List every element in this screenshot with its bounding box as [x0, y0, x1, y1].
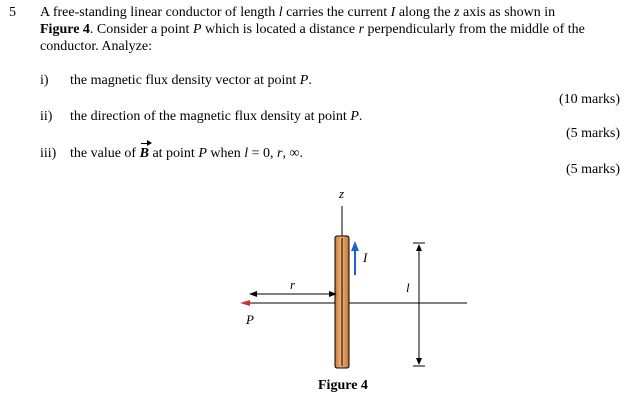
var-r: r: [358, 22, 365, 37]
intro-text: . Consider a point: [89, 22, 193, 37]
label-l: l: [406, 280, 410, 295]
intro-text: along the: [395, 5, 455, 20]
var-r: r: [277, 146, 283, 161]
var-P: P: [299, 73, 309, 88]
part-text: .: [358, 109, 363, 124]
part-label-ii: ii): [40, 109, 53, 124]
intro-text: carries the current: [282, 5, 391, 20]
var-I: I: [390, 5, 396, 20]
var-P: P: [198, 146, 207, 161]
intro-text: axis as shown in: [459, 5, 556, 20]
marks-ii: (5 marks): [565, 126, 620, 141]
label-z: z: [339, 186, 345, 201]
l-arrow-top: [416, 244, 422, 251]
part-text: when: [206, 146, 245, 161]
r-arrow-left: [249, 291, 257, 297]
part-text: , ∞.: [282, 146, 303, 161]
part-label-iii: iii): [40, 146, 57, 161]
part-text: the direction of the magnetic flux density at point: [70, 109, 351, 124]
part-text: the value of: [70, 146, 140, 161]
part-text: = 0,: [248, 146, 278, 161]
intro-line-3: conductor. Analyze:: [40, 39, 152, 54]
intro-text: perpendicularly from the middle of the: [364, 22, 585, 37]
part-text: .: [308, 73, 312, 88]
vector-B: B: [139, 146, 149, 161]
var-P: P: [192, 22, 202, 37]
var-z: z: [454, 5, 460, 20]
marks-iii: (5 marks): [565, 162, 620, 177]
figure-reference: Figure 4: [40, 22, 90, 37]
var-l: l: [244, 146, 249, 161]
question-number: 5: [9, 5, 16, 20]
intro-text: which is located a distance: [201, 22, 359, 37]
l-arrow-bottom: [416, 358, 422, 365]
part-text: at point: [148, 146, 199, 161]
current-arrow-head: [351, 241, 359, 251]
part-label-i: i): [40, 73, 49, 88]
part-text: the magnetic flux density vector at point: [70, 73, 300, 88]
figure-caption: Figure 4: [318, 378, 368, 393]
var-l: l: [278, 5, 283, 20]
label-r: r: [290, 277, 296, 292]
point-P-dot: [245, 301, 249, 305]
label-P: P: [246, 312, 254, 327]
label-I: I: [363, 250, 368, 265]
intro-text: A free-standing linear conductor of length: [40, 5, 279, 20]
var-P: P: [350, 109, 359, 124]
marks-i: (10 marks): [558, 92, 620, 107]
